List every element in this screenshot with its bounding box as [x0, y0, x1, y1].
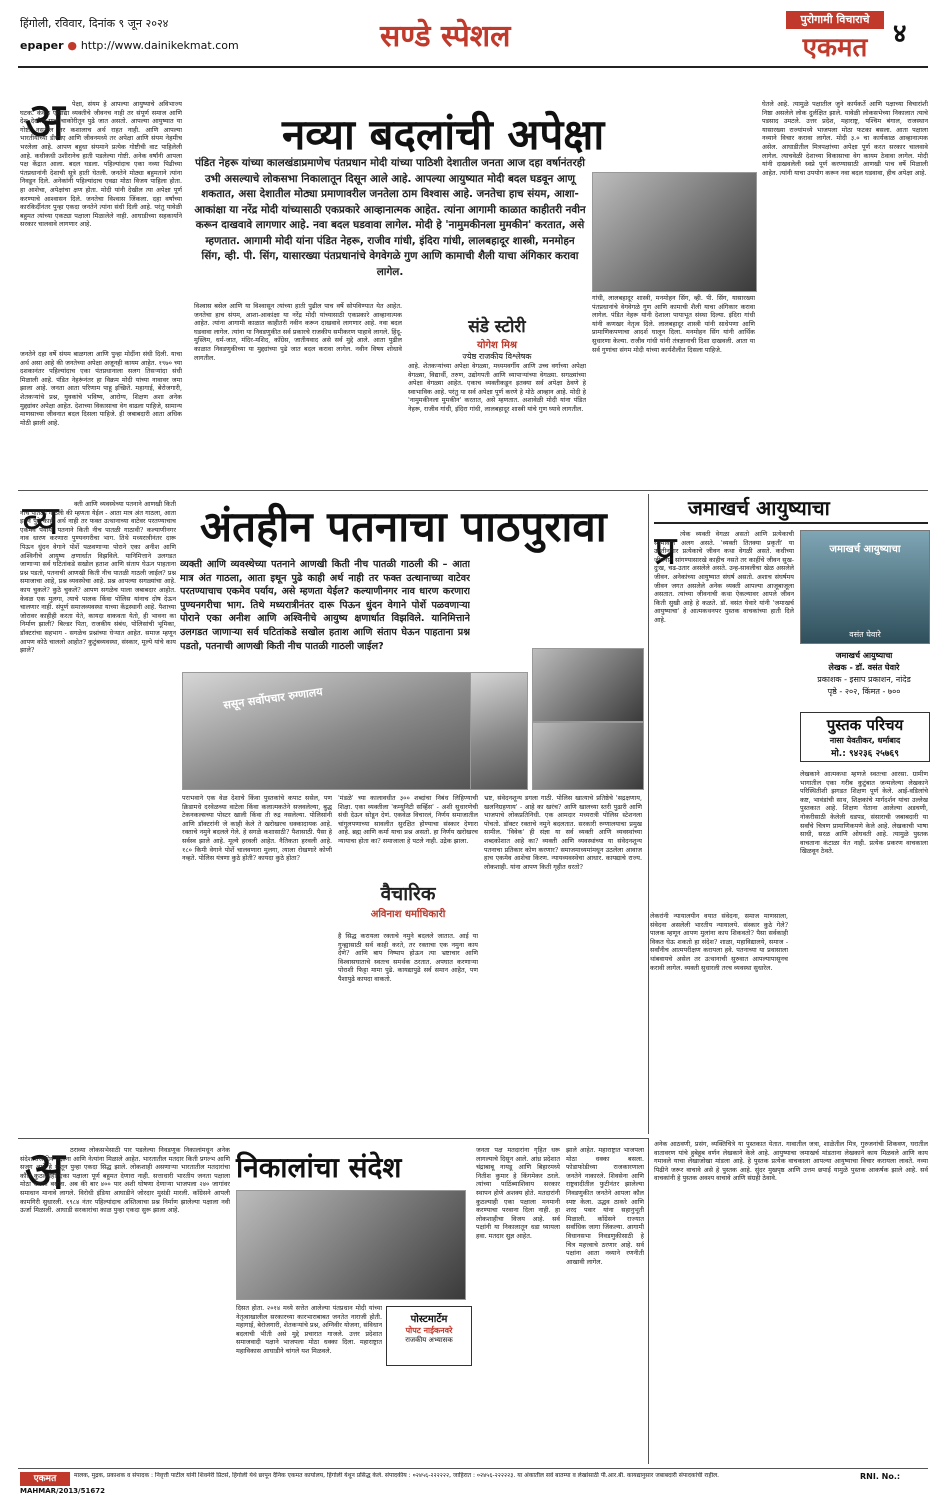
article1-byline — [408, 314, 586, 361]
article4-right-rule — [648, 1138, 649, 1464]
hospital-photo — [182, 672, 472, 790]
article3-col1: त्येक व्यक्ती वेगळा असतो आणि प्रत्येकाची स्वभावात अलग असते. 'व्यक्ती तितक्या प्रकृती' या उक्तीनुसार प्रत्येकाचे जीवन कथा वेगळी असते. कधीच्या जीवनात सांगण्यासारखे काहीच नसते तर काहींचे जीवन सुख-दुःख, चढ-उतार असलेले असते. उन्ह-सावलीचा खेळ असलेले जीवन. अनेकांच्या आयुष्यात संघर्ष असतो. अशाच संघर्षमय जीवन जगत असलेले अनेक व्यक्ती आपल्या आजूबाजूला असतात. त्यांच्या जीवनाची कथा ऐकल्यावर आपले जीवन किती सुखी आहे हे कळते. डॉ. वसंत घेवारे यांनी 'जमाखर्च आयुष्याचा' हे आत्मकथनपर पुस्तक वाचकांच्या हाती दिले आहे. — [654, 530, 794, 624]
article3-col3: अनेक आठवणी, प्रसंग, व्यक्तिचित्रे या पुस्तकात येतात. गावातील जत्रा, शाळेतील मित्र, गुरुजनांची शिकवण, घरातील वातावरण यांचे हुबेहूब वर्णन लेखकाने केले आहे. आयुष्याचा जमाखर्च मांडताना लेखकाने काय मिळवले आणि काय गमावले याचा लेखाजोखा मांडला आहे. हे पुस्तक प्रत्येक वाचकाला आपल्या आयुष्याचा विचार करायला लावते. नव्या पिढीने जरूर वाचावे असे हे पुस्तक आहे. सुंदर मुखपृष्ठ आणि उत्तम छपाई यामुळे पुस्तक आकर्षक झाले आहे. सर्व वाचकांनी हे पुस्तक अवश्य वाचावे आणि संग्रही ठेवावे. — [654, 1140, 928, 1183]
reviewer: नासा येवतीकर, धर्माबाद — [829, 736, 901, 745]
article1-col5: गांधी, लालबहादूर शास्त्री, मनमोहन सिंग, व्ही. पी. सिंग, यासारख्या पंतप्रधानांचे वेगवेगळे गुण आणि कामाची शैली याचा अंगिकार करावा लागेल. पंडित नेहरू यांनी देशाला पायाभूत संस्था दिल्या. इंदिरा गांधी यांनी कणखर नेतृत्व दिले. लालबहादूर शास्त्री यांनी साधेपणा आणि प्रामाणिकपणाचा आदर्श घालून दिला. मनमोहन सिंग यांनी आर्थिक सुधारणा केल्या. राजीव गांधी यांनी तंत्रज्ञानाची दिशा दाखवली. आता या सर्व गुणांचा संगम मोदी यांच्या कार्यशैलीत दिसला पाहिजे. — [592, 294, 755, 354]
article2-col3: 'मंडळे' च्या कालावधीत ३०० शब्दांचा निबंध लिहिण्याची शिक्षा. एका व्यक्तीला 'कम्युनिटी सर्व्हिस' - अशी सुधारणेची संधी देऊन सोडून देणं. एकवेळ विचारलं, निर्णय समाजातील चांगुलपणाच्या सावलीत सुरक्षित होण्याचा संस्कार देणारा आहे. ब्रह्म आणि कर्मा याचा प्रश्न असतो. हा निर्णय खरोखरच न्यायाचा होता का? समाजाला हे पटले नाही. उद्रेक झाला. — [338, 794, 478, 845]
leaders-photo — [236, 1190, 466, 1300]
reviewer-phone: मो.: ९४२३६ २५७६९ — [831, 749, 899, 759]
book-cover-author: वसंत घेवारे — [849, 630, 881, 639]
article3-col2: लेखकाने आत्मकथा म्हणजे स्वतःचा आरसा. ग्रामीण भागातील एका गरीब कुटुंबात जन्मलेल्या लेखकाने परिस्थितीशी झगडत शिक्षण पूर्ण केले. आई-वडिलांचे कष्ट, भावंडांची साथ, शिक्षकांचे मार्गदर्शन यांचा उल्लेख पुस्तकात आहे. शिक्षण घेताना आलेल्या अडचणी, नोकरीसाठी केलेली धडपड, संसाराची जबाबदारी या सर्वांचे चित्रण प्रामाणिकपणे केले आहे. लेखकाची भाषा साधी, सरळ आणि ओघवती आहे. त्यामुळे पुस्तक वाचताना कंटाळा येत नाही. प्रत्येक प्रकरण वाचकाला खिळवून ठेवते. — [800, 770, 928, 856]
book-info-author: लेखक - डॉ. वसंत घेवारे — [828, 663, 900, 672]
article2-col2: पराभवाने एक वेळ देशाचे किंवा पुस्तकांचे कपाट ससेल, पण क्रिडामधे दरवेळच्या वाटेला किंवा कलात्मकतेने सजवलेल्या, बुद्ध टेकनकल्सच्या पोस्टर खाली किंवा ती रुद्र नसलेल्या. पोलिसांनी आणि डॉक्टरांनी जे काही केले ते खरोखरच धक्कादायक आहे. रक्ताचे नमुने बदलले गेले. हे सगळे कशासाठी? पैशासाठी. पैसा हे सर्वस्व झाले आहे. मूल्ये हरवली आहेत. नैतिकता हरवली आहे. १८० किमी वेगाने पोर्शे चालवणारा मुलगा, त्याला रोखणारे कोणी नव्हते. पोलिस यंत्रणा कुठे होती? कायदा कुठे होता? — [182, 794, 332, 863]
article4-author: पोपट नाईकनवरे — [405, 1326, 453, 1335]
article1-column-label: संडे स्टोरी — [468, 317, 526, 337]
review-label-box — [800, 712, 930, 762]
article2-col4-top — [484, 558, 642, 646]
epaper-label — [20, 39, 239, 52]
article4-col2b — [386, 1370, 470, 1464]
article2-col5: है सिद्ध करायला रक्ताचे नमुने बदलले जातात. आई या गुन्ह्यासाठी सर्व काही करते, तर रक्ताचा एक नमुना काय देणे? आणि बाप निष्पाप होऊन त्या भ्रष्टाचार आणि विश्वासघाताचे स्वतःच समर्थक ठरतात. अपघात करणाऱ्या पोराशी फिट्टा मामा पुढे. कायद्यापुढे सर्व समान आहेत, पण पैशापुढे कायदा वाकतो. — [338, 932, 478, 983]
article4-col1: ठराव्या लोकसभेसाठी पार पडलेल्या निवडणूक निकालांमधून अनेक संदेश राजकीय पक्षांना आणि नेत्यांना मिळाले आहेत. भारतातील मतदार किती प्रगल्भ आणि सजग आहे हे यातून पुन्हा एकदा सिद्ध झाले. लोकशाही असणाऱ्या भारतातील मतदारांचा कौल कुठल्याही एका पक्षाला पूर्ण बहुमत देणारा नाही. सत्ताधारी भारतीय जनता पक्षाला मोठा धक्का बसला. अब की बार ४०० पार अशी घोषणा देणाऱ्या भाजपला २४० जागांवर समाधान मानावे लागले. विरोधी इंडिया आघाडीने जोरदार मुसंडी मारली. काँग्रेसने आपली कामगिरी सुधारली. १९८४ नंतर पहिल्यांदाच अस्तित्वाचा प्रश्न निर्माण झालेल्या पक्षाला नवी ऊर्जा मिळाली. आघाडी सरकारांचा काळ पुन्हा एकदा सुरू झाला आहे. — [20, 1146, 230, 1215]
book-cover-title: जमाखर्च आयुष्याचा — [829, 544, 901, 555]
article3-left-rule — [648, 494, 649, 1134]
article4-col4: झाले आहेत. महाराष्ट्रात भाजपला मोठा धक्का बसला. फोडाफोडीच्या राजकारणाला जनतेने नाकारले. शिवसेना आणि राष्ट्रवादीतील फुटीनंतर झालेल्या निवडणुकीत जनतेने आपला कौल स्पष्ट केला. उद्धव ठाकरे आणि शरद पवार यांना सहानुभूती मिळाली. काँग्रेसने राज्यात सर्वाधिक जागा जिंकल्या. आगामी विधानसभा निवडणुकीसाठी हे चित्र महत्त्वाचे ठरणार आहे. सर्व पक्षांना आता नव्याने रणनीती आखावी लागेल. — [566, 1146, 644, 1266]
article2-intro: व्यक्ती आणि व्यवस्थेच्या पतनाने आणखी किती नीच पातळी गाठली की – आता मात्र अंत गाठला, आता इथून पुढे काही अर्थ नाही तर फक्त उत्थानाच्या वाटेवर परतण्याचाच एकमेव पर्याय, असे म्हणता येईल? कल्याणीनगर नाव धारण करणारा पुण्यनगरीचा भाग. तिथे मध्यरात्रीनंतर दारू पिऊन धुंदन वेगाने पोर्शे पळवणाऱ्या पोराने एका अनीश आणि अश्विनीचे आयुष्य क्षणार्धात विझविले. यानिमित्ताने उलगडत जाणाऱ्या सर्व घटितांकडे सखोल हताश आणि संताप घेऊन पाहताना प्रश्न पडतो, पतनाची आणखी किती नीच पातळी गाठली जाईल? — [180, 559, 470, 652]
article2-column-label: वैचारिक — [380, 883, 436, 905]
article4-column-label: पोस्टमार्टेम — [410, 1314, 448, 1325]
article1-col4: आहे. शेतकऱ्यांच्या अपेक्षा वेगळ्या, मध्यमवर्गीय आणि उच्च वर्गाच्या अपेक्षा वेगळ्या, विद्यार्थी, तरुण, उद्योगपती आणि व्यापाऱ्यांच्या वेगळ्या. सगळ्यांच्या अपेक्षा वेगळ्या आहेत. एकाच व्यक्तीकडून इतक्या सर्व अपेक्षा ठेवणे हे स्वाभाविक आहे. परंतु या सर्व अपेक्षा पूर्ण करणे हे मोठे आव्हान आहे. मोदी हे 'नामुमकीनला मुमकीन' करतात, असे म्हणतात. अशावेळी मोदी यांना पंडित नेहरू, राजीव गांधी, इंदिरा गांधी, लालबहादूर शास्त्री यांचे गुण घ्यावे लागतील. — [408, 362, 586, 413]
article2-headline: अंतहीन पतनाचा पाठपुरावा — [200, 502, 607, 551]
article1-dropcap: अ — [24, 90, 66, 153]
globe-icon: ● — [67, 39, 77, 52]
accused-photo-2 — [532, 722, 644, 790]
article2-author: अविनाश धर्माधिकारी — [370, 909, 446, 920]
article3-headline: जमाखर्च आयुष्याचा — [688, 496, 830, 520]
article2-dropcap: व्य — [22, 498, 59, 544]
article1-col1: पेक्षा, संयम हे आपल्या आयुष्याचे अविभाज्य घटक. केवळ एखाद्या व्यक्तीचे जीवनच नाही तर संपूर्ण समाज आणि देश देखील याच चाकोरीतून पुढे जात असतो. आपल्या आयुष्यात या गोष्टी नसतील तर कशालाच अर्थ राहत नाही. आणि आपल्या भारतीयांच्या डीएनए आणि जीवनमध्ये तर अपेक्षा आणि संयम नेहमीच भरलेला आहे. आपण बहुधा संयमाने प्रत्येक गोष्टीची वाट पाहिलेली आहे. कधीकधी उशीरानेच हाती पडलेल्या गोष्टी. अनेक वर्षांनी आपला पक्ष केंद्रात आला. बदल घडला. पहिल्यांदाच एका नव्या पिढीच्या पंतप्रधानांनी देशाची सूत्रे हाती घेतली. जनतेने मोठ्या बहुमताने त्यांना निवडून दिले. अनेकांनी पहिल्यांदाच एवढा मोठा विजय पाहिला होता. हा आशेचा, अपेक्षांचा क्षण होता. मोदी यांनी देखील त्या अपेक्षा पूर्ण करण्याचे आश्वासन दिले. जनतेचा विश्वास जिंकला. दहा वर्षांच्या कारकिर्दीनंतर पुन्हा एकदा जनतेने त्यांना संधी दिली आहे. परंतु यावेळी बहुमत त्यांच्या एकट्या पक्षाला मिळालेले नाही. आघाडीच्या सहकार्याने सरकार चालवावे लागणार आहे. — [20, 100, 182, 229]
article4-dropcap: अ — [24, 1139, 66, 1202]
article3-col2-top — [654, 822, 794, 1134]
porsche-photo — [470, 672, 528, 790]
article4-headline: निकालांचा संदेश — [236, 1151, 402, 1184]
article1-intro: पंडित नेहरू यांच्या कालखंडाप्रमाणेच पंतप्रधान मोदी यांच्या पाठिशी देशातील जनता आज दहा वर्षानंतरही उभी असल्याचे लोकसभा निकालातून दिसून आले आहे. आपल्या आयुष्यात मोदी बदल घडवून आणू शकतात, असा देशातील मोठ्या प्रमाणावरील जनतेला ठाम विश्वास आहे. जनतेचा हाच संयम, आशा-आकांक्षा या नरेंद्र मोदी यांच्यासाठी एकप्रकारे आव्हानात्मक आहेत. त्यांना आगामी काळात काहीतरी नवीन करून दाखवावे लागणार आहे. नवा बदल घडवावा लागेल. मोदी हे 'नामुमकीनला मुमकीन' करतात, असे म्हणतात. आगामी मोदी यांना पंडित नेहरू, राजीव गांधी, इंदिरा गांधी, लालबहादूर शास्त्री, मनमोहन सिंग, व्ही. पी. सिंग, यासारख्या पंतप्रधानांचे वेगवेगळे गुण आणि कामाची शैली याचा अंगिकार करावा लागेल. — [194, 157, 586, 278]
book-cover — [800, 530, 930, 644]
book-info-title: जमाखर्च आयुष्याचा — [835, 651, 893, 660]
article4-byline — [386, 1306, 472, 1366]
article2-col1: क्ती आणि व्यवस्थेच्या पतनाने आणखी किती नीच पातळी गाठली की म्हणता येईल - आता मात्र अंत गाठला, आता इथून पुढे काही अर्थ नाही तर फक्त उत्थानाच्या वाटेवर परतण्याचाच एकमेव पर्याय. पतनाने किती नीच पातळी गाठावी? कल्याणीनगर नाव धारण करणारा पुण्यनगरीचा भाग. तिथे मध्यरात्रीनंतर दारू पिऊन धुंदन वेगाने पोर्शे पळवणाऱ्या पोराने एका अनीश आणि अश्विनीचे आयुष्य क्षणार्धात विझविले. यानिमित्ताने उलगडत जाणाऱ्या सर्व घटितांकडे सखोल हताश आणि संताप घेऊन पाहताना प्रश्न पडतो, पतनाची आणखी किती नीच पातळी गाठली जाईल? प्रश्न समाजाचा आहे, प्रश्न व्यवस्थेचा आहे. प्रश्न आपल्या सगळ्यांचा आहे. काय चुकले? कुठे चुकले? आपण सगळेच याला जबाबदार आहोत. केवळ एक मुलगा, त्याचे पालक किंवा पोलिस यांनाच दोष देऊन चालणार नाही. संपूर्ण समाजव्यवस्था याच्या केंद्रस्थानी आहे. पैशाच्या जोरावर काहीही करता येते, कायदा वाकवता येतो, ही भावना का निर्माण झाली? बिल्डर पिता, राजकीय संबंध, पोलिसांची भूमिका, डॉक्टरांचा सहभाग - सगळेच प्रश्नांच्या घेऱ्यात आहेत. समाज म्हणून आपण कोठे चाललो आहोत? कुटुंबव्यवस्था, संस्कार, मूल्ये यांचे काय झाले? — [20, 500, 176, 655]
article1-bottom-rule — [18, 490, 928, 491]
modi-photo — [592, 172, 757, 292]
article1-headline: नव्या बदलांची अपेक्षा — [282, 110, 605, 159]
tagline: पुरोगामी विचाराचे — [786, 11, 884, 29]
book-info-publisher: प्रकाशक - इसाप प्रकाशन, नांदेड — [817, 675, 911, 684]
hospital-sign: ससून सर्वोपचार रुग्णालय — [222, 685, 324, 712]
footer-rni: RNI. No.: — [860, 1472, 901, 1481]
article3-dropcap: प्र — [654, 528, 677, 574]
date-line: हिंगोली, रविवार, दिनांक ९ जून २०२४ — [20, 17, 169, 30]
footer-imprint: मालक, मुद्रक, प्रकाशक व संपादक : निवृत्ती पाटील यांनी शिवनेरी प्रिंटर्स, हिंगोली येथे छापून दैनिक एकमत कार्यालय, हिंगोली येथून प्रसिद्ध केले. संपादकीय : ०२४५६-२२२२२२, जाहिरात : ०२४५६-२२२२२३. या अंकातील सर्व बातम्या व लेखांसाठी पी.आर.बी. कायद्यानुसार जबाबदारी संपादकांची राहील. — [74, 1472, 720, 1479]
page-number: ४ — [893, 19, 907, 49]
footer-reg-no: MAHMAR/2013/51672 — [20, 1487, 105, 1495]
article4-col3: जनता पक्ष मतदारांना गृहित धरू लागल्याचे दिसून आले. आंध्र प्रदेशात चंद्राबाबू नायडू आणि बिहारमध्ये नितीश कुमार हे किंगमेकर ठरले. त्यांच्या पाठिंब्याशिवाय सरकार स्थापन होणे अशक्य होते. मतदारांनी कुठल्याही एका पक्षाला मनमानी करण्याचा परवाना दिला नाही. हा लोकशाहीचा विजय आहे. सर्व पक्षांनी या निकालातून धडा घ्यायला हवा. मतदार सुज्ञ आहेत. — [476, 1146, 560, 1240]
article1-col2: जनतेने दहा वर्षे संयम बाळगला आणि पुन्हा मोदींना संधी दिली. याचा अर्थ असा आहे की जनतेच्या अपेक्षा अजूनही कायम आहेत. १९७० च्या दशकानंतर पहिल्यांदाच एका पंतप्रधानाला सलग तिसऱ्यांदा संधी मिळाली आहे. पंडित नेहरूंनंतर हा विक्रम मोदी यांच्या नावावर जमा झाला आहे. जनता आता परिणाम पाहू इच्छिते. महागाई, बेरोजगारी, शेतकऱ्यांचे प्रश्न, युवकांचे भविष्य, आरोग्य, शिक्षण अशा अनेक मुद्द्यांवर अपेक्षा आहेत. देशाच्या विकासाचा वेग वाढला पाहिजे, सामान्य माणसाच्या जीवनात बदल दिसला पाहिजे. ही जबाबदारी आता अधिक मोठी झाली आहे. — [20, 350, 182, 427]
article1-col6: घेतले आहे. त्यामुळे पक्षातील जुने कार्यकर्ते आणि पक्षाच्या विचारांशी निष्ठा असलेले लोक दुर्लक्षित झाले. यावेळी लोकसभेच्या निकालात त्याचे पडसाद उमटले. उत्तर प्रदेश, महाराष्ट्र, पश्चिम बंगाल, राजस्थान यासारख्या राज्यांमध्ये भाजपला मोठा फटका बसला. आता पक्षाला नव्याने विचार करावा लागेल. मोदी ३.० चा कार्यकाळ आव्हानात्मक असेल. आघाडीतील मित्रपक्षांच्या अपेक्षा पूर्ण करत सरकार चालवावे लागेल. त्याचवेळी देशाच्या विकासाचा वेग कायम ठेवावा लागेल. मोदी यांनी दाखवलेली स्वप्ने पूर्ण करण्यासाठी आणखी पाच वर्षे मिळाली आहेत. त्यांनी याचा उपयोग करून नवा बदल घडवावा, हीच अपेक्षा आहे. — [762, 100, 928, 177]
article1-author-title: ज्येष्ठ राजकीय विश्लेषक — [462, 352, 532, 361]
masthead-logo: एकमत — [802, 33, 868, 63]
article1-col3: विश्वास बसेल आणि या विश्वासून त्यांच्या हाती पुढील पाच वर्षे सोपविण्यात येत आहेत. जनतेचा हाच संयम, आशा-आकांक्षा या नरेंद्र मोदी यांच्यासाठी एकप्रकारे आव्हानात्मक आहेत. त्यांना आगामी काळात काहीतरी नवीन करून दाखवावे लागणार आहे. नवा बदल घडवावा लागेल. त्यांना या निवडणुकीत सर्व प्रकारचे राजकीय समीकरण पाहावे लागले. हिंदू-मुस्लिम, धर्म-जात, मंदिर-मशिद, काँग्रेस, जातीयवाद असे सर्व मुद्दे आले. आता पुढील काळात निवडणुकीच्या या मुद्द्यांच्या पुढे जात बदल करावा लागेल. नवीन विषय शोधावे लागतील. — [194, 302, 402, 362]
epaper-label-text: epaper — [20, 39, 64, 52]
article2-bottom-rule — [18, 1138, 648, 1139]
book-info-price: पृष्ठे - २०२, किंमत - ७०० — [827, 687, 901, 696]
book-info — [800, 650, 928, 698]
article4-author-title: राजकीय अभ्यासक — [405, 1336, 453, 1344]
section-title: सण्डे स्पेशल — [380, 19, 511, 54]
review-label: पुस्तक परिचय — [826, 716, 904, 734]
footer-logo: एकमत — [20, 1472, 70, 1486]
article2-col6: लेकरांनी न्यायालयीन वयात संवेदना, समाज माणसाला, संवेदना असलेली भारतीय न्यायालये. संस्कार कुठे गेले? पालक म्हणून आपण मुलांना काय शिकवतो? पैसा सर्वकाही विकत घेऊ शकतो हा संदेश? शाळा, महाविद्यालये, समाज - सर्वांनीच आत्मपरीक्षण करायला हवे. पतनाच्या या प्रवासाला थांबवायचे असेल तर उत्थानाची सुरुवात आपल्यापासूनच करावी लागेल. व्यक्ती सुधारली तरच व्यवस्था सुधारेल. — [650, 912, 788, 972]
accused-photo-1 — [532, 648, 644, 722]
header-rule — [18, 66, 928, 68]
article2-byline — [338, 880, 478, 924]
epaper-url[interactable]: http://www.dainikekmat.com — [80, 39, 239, 52]
article2-col4: भ्रष्ट, संवेदनशून्य डगला गाठी. पोलिस खात्याचे प्रतिष्ठेचे 'सद्रक्षणाय, खलनिग्रहणाय' - आहे का खरंच? आणि खालच्या स्तरी पुढारी आणि भाजपाचे लोकप्रतिनिधी. एक आमदार मध्यरात्री पोलिस स्टेशनला पोचतो. डॉक्टर रक्ताचे नमुने बदलतात. सरकारी रुग्णालयाचा प्रमुख सामील. 'विवेक' ही संज्ञा या सर्व व्यक्ती आणि व्यवस्थांच्या शब्दकोशात आहे का? व्यक्ती आणि व्यवस्थांच्या या संवेदनशून्य पतनाचा प्रतिकार कोण करणार? समाजमाध्यमांमधून उठलेला आवाज हाच एकमेव आशेचा किरण. न्यायव्यवस्थेचा आधार. कायद्याचे राज्य. लोकशाही. यांना आपण किती गृहीत धरतो? — [484, 794, 642, 871]
article1-author: योगेश मिश्र — [477, 340, 517, 351]
article4-col2: दिसत होता. २०१४ मध्ये सत्तेत आलेल्या पंतप्रधान मोदी यांच्या नेतृत्वाखालील सरकारच्या कारभाराबाबत जनतेत नाराजी होती. महागाई, बेरोजगारी, शेतकऱ्यांचे प्रश्न, अग्निवीर योजना, संविधान बदलाची भीती असे मुद्दे प्रचारात गाजले. उत्तर प्रदेशात समाजवादी पक्षाने भाजपला मोठा धक्का दिला. महाराष्ट्रात महाविकास आघाडीने चांगले यश मिळवले. — [236, 1304, 382, 1355]
article3-header — [654, 494, 928, 524]
footer-rule — [18, 1468, 928, 1469]
